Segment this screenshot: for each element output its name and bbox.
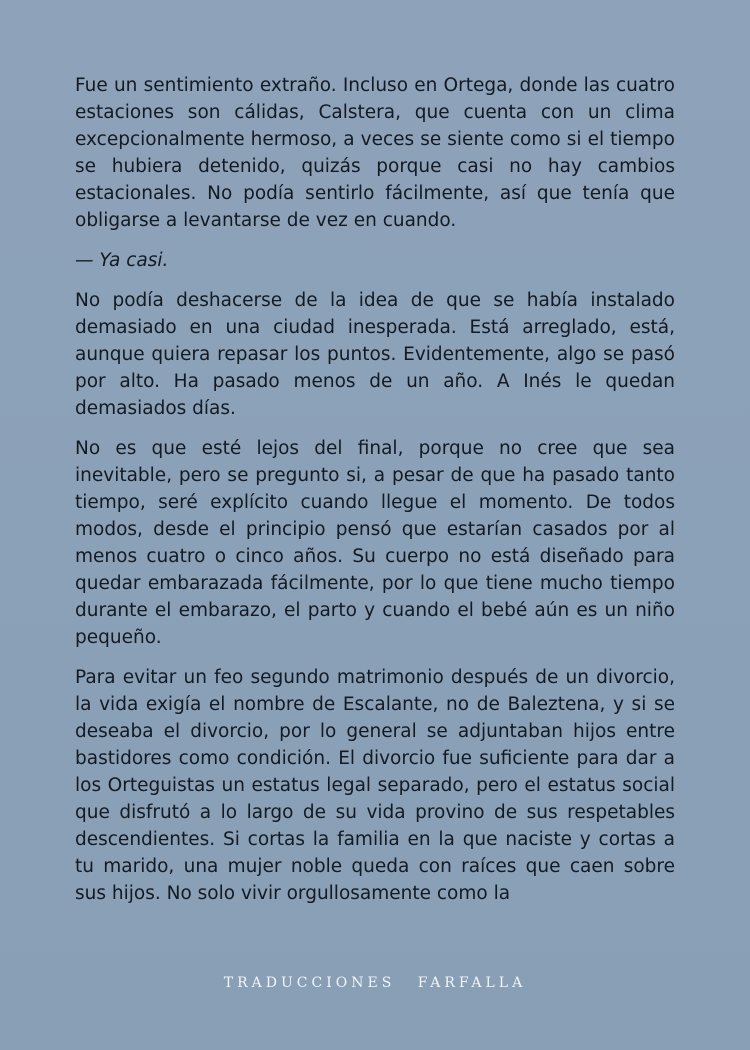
paragraph-1: Fue un sentimiento extraño. Incluso en Ortega, donde las cuatro estaciones son cálidas, Calstera, que cuenta con un clima excepcionalmente hermoso, a veces se siente como si el tiempo se hubiera detenido, quizás porque casi no hay cambios estacionales. No podía sentirlo fácilmente, así que tenía que obligarse a levantarse de vez en cuando. (75, 75, 675, 231)
paragraph-3: No es que esté lejos del final, porque no cree que sea inevitable, pero se pregunto si, a pesar de que ha pasado tanto tiempo, seré explícito cuando llegue el momento. De todos modos, desde el principio pensó que estarían casados por al menos cuatro o cinco años. Su cuerpo no está diseñado para quedar embarazada fácilmente, por lo que tiene mucho tiempo durante el embarazo, el parto y cuando el bebé aún es un niño pequeño. (75, 438, 675, 648)
footer-word-1: TRADUCCIONES (223, 975, 396, 991)
paragraph-2: No podía deshacerse de la idea de que se había instalado demasiado en una ciudad inesperada. Está arreglado, está, aunque quiera repasar los puntos. Evidentemente, algo se pasó por alto. Ha pasado menos de un año. A Inés le quedan demasiados días. (75, 290, 675, 419)
footer-credit (0, 975, 750, 991)
dialogue-line: — Ya casi. (75, 250, 169, 271)
footer-word-2: FARFALLA (417, 975, 527, 991)
page-text (75, 72, 675, 920)
paragraph-4: Para evitar un feo segundo matrimonio después de un divorcio, la vida exigía el nombre de Escalante, no de Baleztena, y si se deseaba el divorcio, por lo general se adjuntaban hijos entre bastidores como condición. El divorcio fue suficiente para dar a los Orteguistas un estatus legal separado, pero el estatus social que disfrutó a lo largo de su vida provino de sus respetables descendientes. Si cortas la familia en la que naciste y cortas a tu marido, una mujer noble queda con raíces que caen sobre sus hijos. No solo vivir orgullosamente como la (75, 667, 675, 904)
